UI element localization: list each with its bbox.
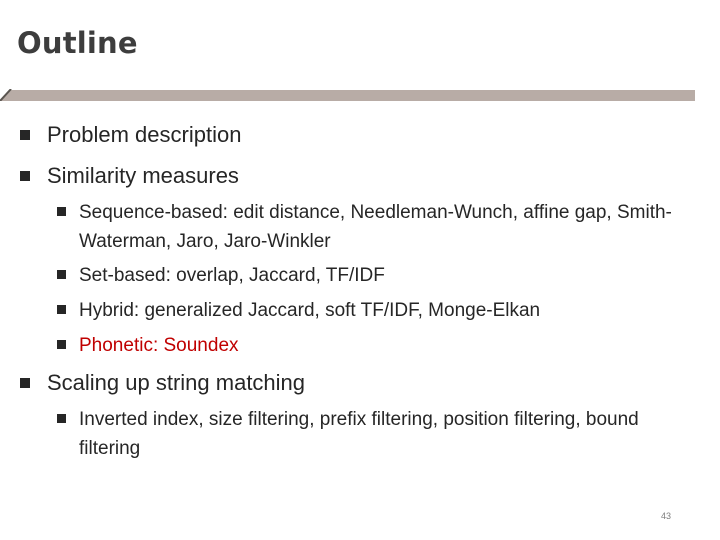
page-number: 43: [661, 511, 672, 521]
bullet-item: [47, 368, 305, 397]
square-bullet-icon: [57, 414, 66, 423]
bullet-text: Similarity measures: [47, 163, 239, 188]
bullet-text: Problem description: [47, 122, 242, 147]
square-bullet-icon: [20, 378, 30, 388]
bullet-text: Phonetic: Soundex: [79, 335, 239, 356]
square-bullet-icon: [57, 340, 66, 349]
bullet-item: [47, 161, 239, 190]
sub-bullet-item: [79, 261, 699, 290]
bullet-text: Inverted index, size filtering, prefix filtering, position filtering, bound filtering: [79, 409, 639, 459]
bullet-text: Set-based: overlap, Jaccard, TF/IDF: [79, 265, 385, 286]
square-bullet-icon: [20, 171, 30, 181]
sub-bullet-item-highlighted: [79, 331, 699, 360]
bullet-text: Hybrid: generalized Jaccard, soft TF/IDF, Monge-Elkan: [79, 300, 541, 321]
square-bullet-icon: [57, 270, 66, 279]
square-bullet-icon: [57, 305, 66, 314]
bullet-text: Scaling up string matching: [47, 370, 306, 395]
sub-bullet-item: [79, 405, 699, 463]
bullet-text: Sequence-based: edit distance, Needleman-Wunch, affine gap, Smith-Waterman, Jaro, Jaro-Winkler: [79, 202, 672, 252]
square-bullet-icon: [20, 130, 30, 140]
slide-title: Outline: [17, 26, 138, 60]
square-bullet-icon: [57, 207, 66, 216]
sub-bullet-item: [79, 296, 699, 325]
sub-bullet-item: [79, 198, 699, 256]
bullet-item: [47, 120, 241, 149]
